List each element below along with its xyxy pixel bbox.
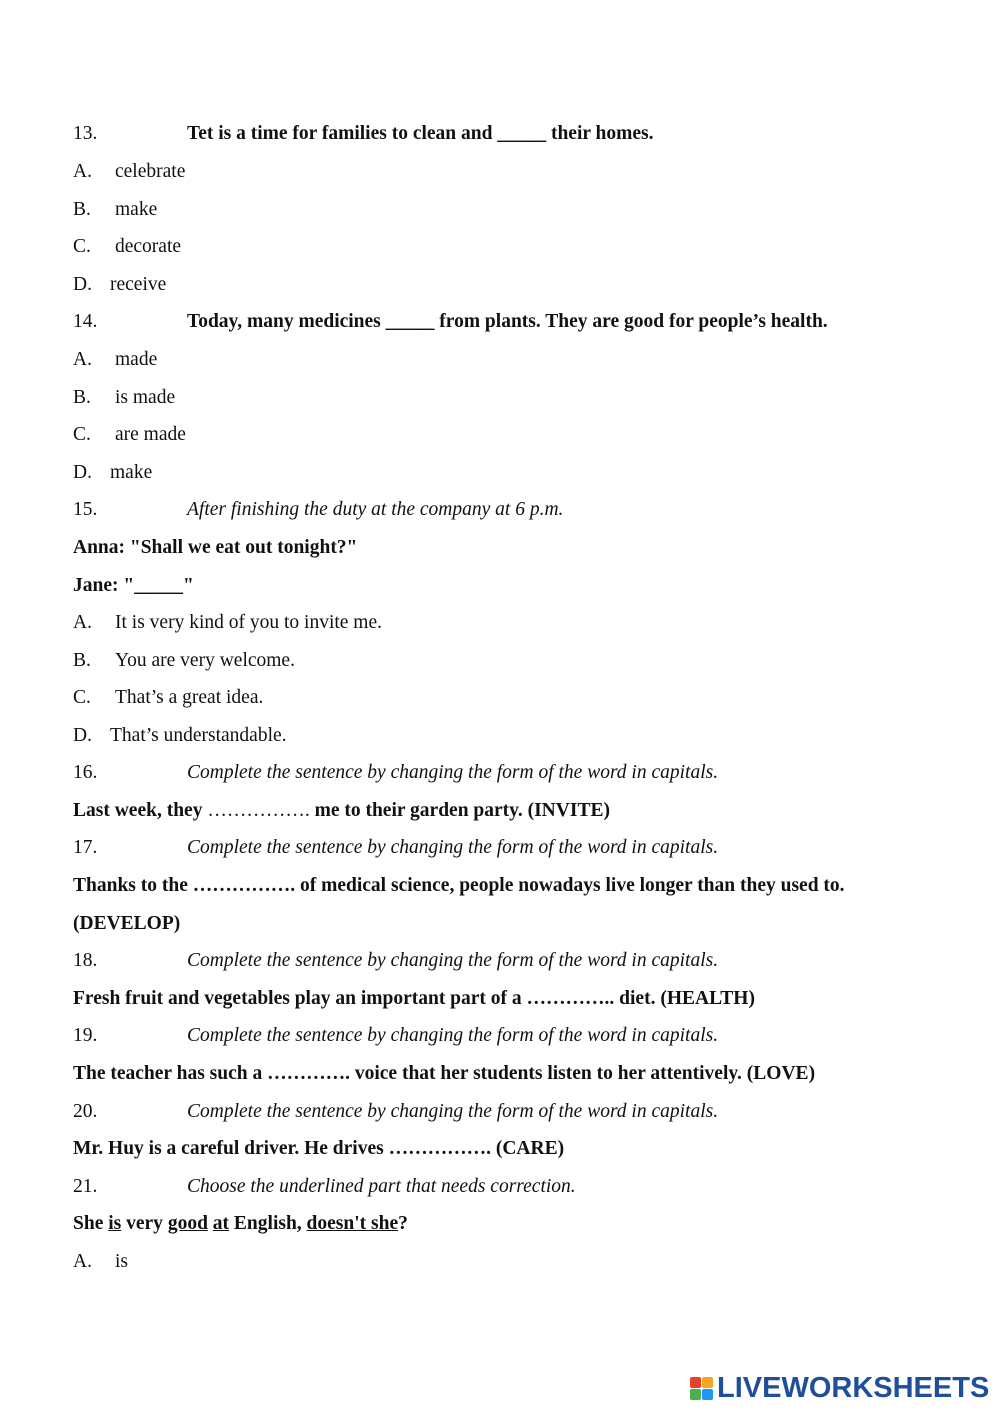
sentence-part: Last week, they xyxy=(73,800,208,821)
option-letter: D. xyxy=(73,274,92,295)
question-number: 17. xyxy=(73,837,98,858)
liveworksheets-logo-icon xyxy=(690,1377,713,1400)
option-b[interactable] xyxy=(73,649,295,673)
question-instruction: Complete the sentence by changing the form of the word in capitals. xyxy=(187,762,719,783)
sentence-part: very xyxy=(121,1213,168,1234)
sentence-part: of medical science, people nowadays live longer than they used to. xyxy=(295,875,845,896)
sentence-part: me to their garden party. (INVITE) xyxy=(309,800,610,821)
question-17 xyxy=(73,836,718,860)
question-instruction: Complete the sentence by changing the form of the word in capitals. xyxy=(187,1101,719,1122)
underlined-part: doesn't she xyxy=(306,1213,399,1234)
sentence-part[interactable]: Thanks to the ……………. xyxy=(73,875,296,896)
question-13 xyxy=(73,122,654,146)
option-text: made xyxy=(115,349,158,370)
option-letter: A. xyxy=(73,349,92,370)
option-text: receive xyxy=(110,274,167,295)
option-text: celebrate xyxy=(115,161,186,182)
option-text: It is very kind of you to invite me. xyxy=(115,612,383,633)
sentence-part: She xyxy=(73,1213,109,1234)
option-letter: A. xyxy=(73,612,92,633)
question-instruction: Complete the sentence by changing the form of the word in capitals. xyxy=(187,1025,719,1046)
question-18-sentence[interactable]: Fresh fruit and vegetables play an important part of a ………….. diet. (HEALTH) xyxy=(73,988,755,1009)
option-text: That’s understandable. xyxy=(110,725,287,746)
question-number: 20. xyxy=(73,1101,98,1122)
liveworksheets-logo xyxy=(690,1372,989,1404)
question-number: 15. xyxy=(73,499,98,520)
option-letter: A. xyxy=(73,161,92,182)
underlined-part: good xyxy=(167,1213,208,1234)
logo-square xyxy=(690,1377,701,1388)
question-instruction: Complete the sentence by changing the form of the word in capitals. xyxy=(187,950,719,971)
question-number: 14. xyxy=(73,311,98,332)
option-a[interactable] xyxy=(73,1250,128,1274)
option-letter: B. xyxy=(73,650,91,671)
option-text: That’s a great idea. xyxy=(115,687,264,708)
option-letter: B. xyxy=(73,387,91,408)
option-letter: B. xyxy=(73,199,91,220)
question-text: Today, many medicines _____ from plants. They are good for people’s health. xyxy=(187,311,828,332)
question-16 xyxy=(73,761,718,785)
option-text: is made xyxy=(115,387,176,408)
option-text: make xyxy=(110,462,153,483)
dialogue-line-anna: Anna: "Shall we eat out tonight?" xyxy=(73,537,358,558)
answer-blank[interactable]: ……………. xyxy=(207,800,310,821)
underlined-part: at xyxy=(212,1213,230,1234)
question-17-sentence xyxy=(73,874,845,898)
option-text: decorate xyxy=(115,236,182,257)
option-letter: A. xyxy=(73,1251,92,1272)
question-number: 16. xyxy=(73,762,98,783)
question-21-sentence xyxy=(73,1212,408,1236)
logo-square xyxy=(690,1389,701,1400)
sentence-part: ? xyxy=(398,1213,408,1234)
option-letter: C. xyxy=(73,687,91,708)
logo-text: LIVEWORKSHEETS xyxy=(717,1372,990,1404)
question-15 xyxy=(73,498,563,522)
option-text: make xyxy=(115,199,158,220)
option-a[interactable] xyxy=(73,611,382,635)
dialogue-line-jane: Jane: "_____" xyxy=(73,575,194,596)
option-d[interactable] xyxy=(73,273,166,297)
question-16-sentence xyxy=(73,799,610,823)
option-d[interactable] xyxy=(73,724,287,748)
question-number: 21. xyxy=(73,1176,98,1197)
option-c[interactable] xyxy=(73,686,263,710)
question-instruction: Complete the sentence by changing the form of the word in capitals. xyxy=(187,837,719,858)
question-14 xyxy=(73,310,828,334)
option-letter: C. xyxy=(73,236,91,257)
option-d[interactable] xyxy=(73,461,152,485)
option-letter: C. xyxy=(73,424,91,445)
question-19 xyxy=(73,1024,718,1048)
question-17-sentence-cont: (DEVELOP) xyxy=(73,913,181,934)
option-b[interactable] xyxy=(73,198,157,222)
option-text: You are very welcome. xyxy=(115,650,295,671)
question-number: 19. xyxy=(73,1025,98,1046)
option-c[interactable] xyxy=(73,235,181,259)
option-text: is xyxy=(115,1251,129,1272)
option-text: are made xyxy=(115,424,186,445)
logo-square xyxy=(702,1389,713,1400)
sentence-part: English, xyxy=(229,1213,307,1234)
question-instruction: After finishing the duty at the company at 6 p.m. xyxy=(187,499,564,520)
option-b[interactable] xyxy=(73,386,175,410)
question-20-sentence[interactable]: Mr. Huy is a careful driver. He drives ……………. (CARE) xyxy=(73,1138,565,1159)
option-a[interactable] xyxy=(73,348,157,372)
question-18 xyxy=(73,949,718,973)
question-21 xyxy=(73,1175,576,1199)
question-number: 18. xyxy=(73,950,98,971)
question-19-sentence[interactable]: The teacher has such a …………. voice that her students listen to her attentively. (LOVE) xyxy=(73,1063,816,1084)
question-instruction: Choose the underlined part that needs correction. xyxy=(187,1176,576,1197)
question-number: 13. xyxy=(73,123,98,144)
underlined-part: is xyxy=(108,1213,122,1234)
logo-square xyxy=(702,1377,713,1388)
question-20 xyxy=(73,1100,718,1124)
option-letter: D. xyxy=(73,462,92,483)
question-text: Tet is a time for families to clean and _____ their homes. xyxy=(187,123,654,144)
option-c[interactable] xyxy=(73,423,186,447)
option-a[interactable] xyxy=(73,160,185,184)
option-letter: D. xyxy=(73,725,92,746)
